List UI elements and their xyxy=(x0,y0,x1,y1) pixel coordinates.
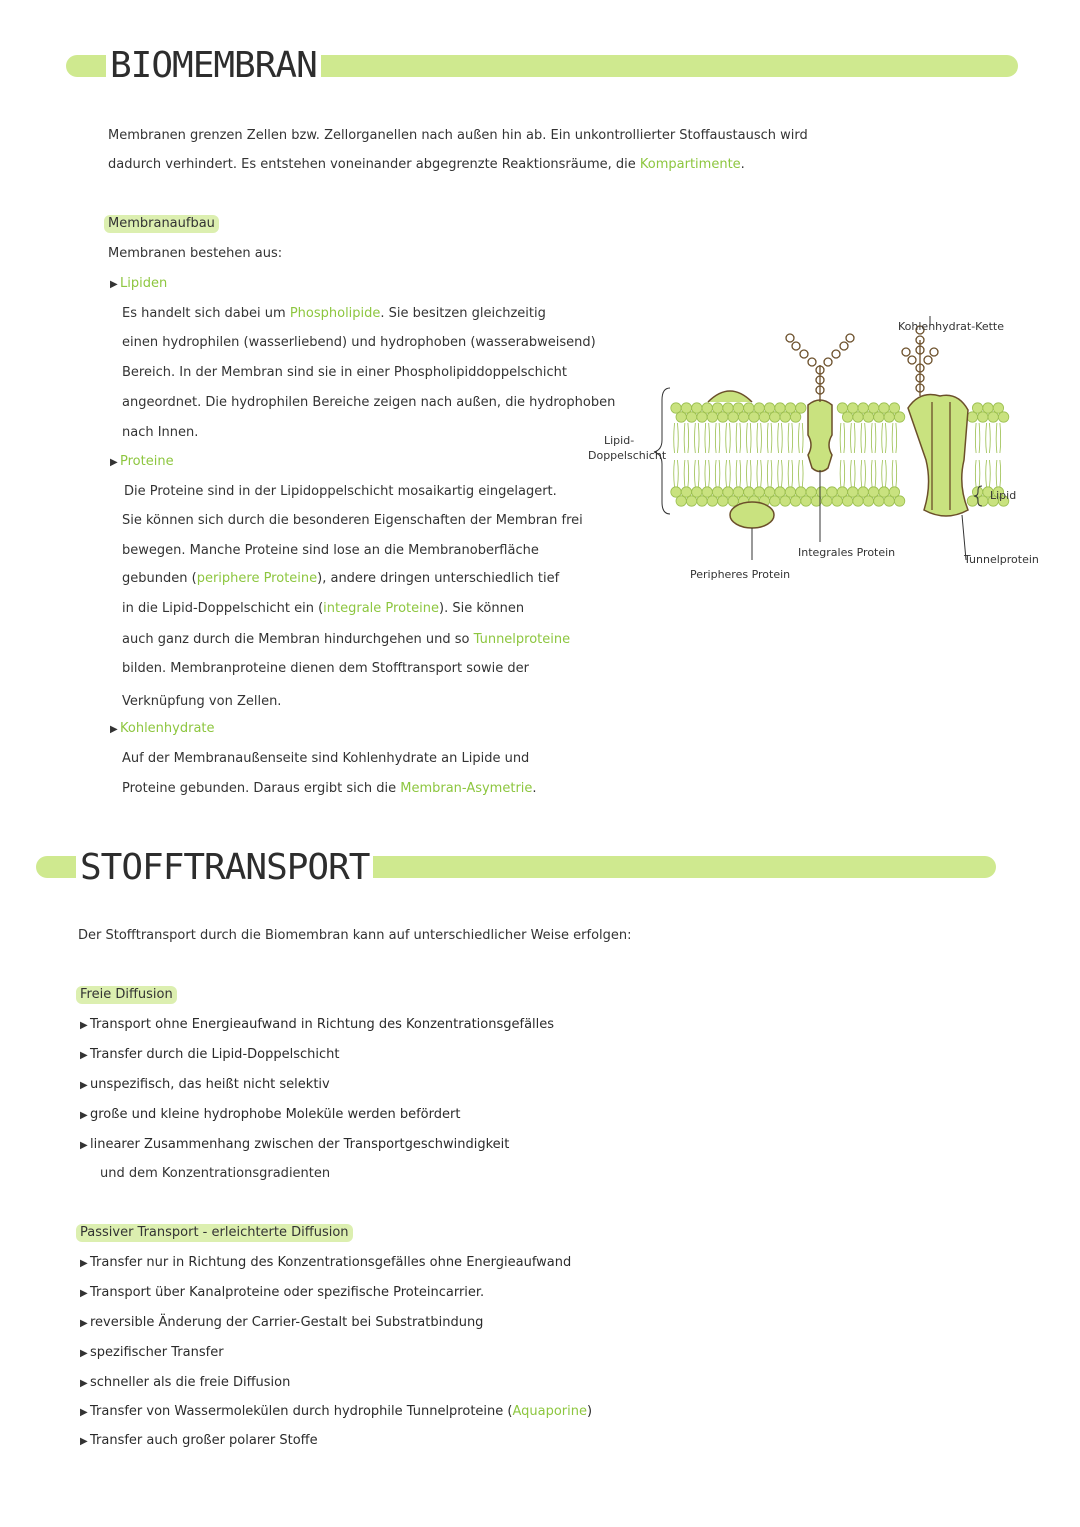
lipiden-line-1 xyxy=(122,305,546,323)
term-tunnelproteine: Tunnelproteine xyxy=(473,632,571,647)
phospholipid-tail xyxy=(715,423,720,487)
proteine-line-1: Die Proteine sind in der Lipidoppelschicht mosaikartig eingelagert. xyxy=(124,484,557,499)
phospholipid-tail xyxy=(684,423,689,487)
label-lipid-doppelschicht-2: Doppelschicht xyxy=(588,449,667,462)
passiv-item-text: Transfer nur in Richtung des Konzentrationsgefälles ohne Energieaufwand xyxy=(90,1255,572,1270)
term-aquaporine: Aquaporine xyxy=(512,1404,587,1419)
label-lipiden: Lipiden xyxy=(120,276,168,291)
phospholipid-tail xyxy=(882,423,887,487)
kohlenhydrate-line-2 xyxy=(122,780,537,798)
intro-end: . xyxy=(740,157,745,172)
phospholipid-tail xyxy=(975,423,980,487)
label-kohlenhydrat-kette: Kohlenhydrat-Kette xyxy=(898,320,1004,333)
integral-protein xyxy=(808,400,832,472)
triangle-bullet-icon: ▶ xyxy=(80,1020,88,1031)
freie-item-text: linearer Zusammenhang zwischen der Transportgeschwindigkeit xyxy=(90,1137,510,1152)
proteine-line-2: Sie können sich durch die besonderen Eigenschaften der Membran frei xyxy=(122,513,583,528)
proteine-text-5: auch ganz durch die Membran hindurchgehen und so xyxy=(122,632,474,647)
phospholipid-tail xyxy=(788,423,793,487)
triangle-bullet-icon: ▶ xyxy=(80,1348,88,1359)
phospholipid-tail xyxy=(986,423,991,487)
freie-item-cont: und dem Konzentrationsgradienten xyxy=(100,1166,331,1181)
section-tag-freie-diffusion: Freie Diffusion xyxy=(76,986,177,1004)
freie-item-3 xyxy=(80,1076,330,1095)
peripheral-protein-top xyxy=(708,391,752,402)
triangle-bullet-icon: ▶ xyxy=(80,1288,88,1299)
bullet-lipiden xyxy=(110,275,167,294)
intro-line-2 xyxy=(108,156,745,174)
passiv-item-2 xyxy=(80,1284,484,1303)
lipiden-text: Es handelt sich dabei um xyxy=(122,306,290,321)
freie-item-1 xyxy=(80,1016,554,1035)
proteine-text-4: ). Sie können xyxy=(439,601,525,616)
passiv-item-6 xyxy=(80,1403,592,1422)
phospholipid-tail xyxy=(861,423,866,487)
proteine-line-3: bewegen. Manche Proteine sind lose an die Membranoberfläche xyxy=(122,543,539,558)
phospholipid-head xyxy=(894,496,904,506)
membranaufbau-lead: Membranen bestehen aus: xyxy=(108,246,283,261)
passiv-item-7 xyxy=(80,1432,318,1451)
label-proteine: Proteine xyxy=(120,454,174,469)
carbohydrate-chain-1 xyxy=(786,334,854,402)
proteine-line-7: bilden. Membranproteine dienen dem Stofftransport sowie der xyxy=(122,661,529,676)
passiv-item-6-text: Transfer von Wassermolekülen durch hydrophile Tunnelproteine ( xyxy=(90,1404,513,1419)
carbohydrate-chain-2 xyxy=(902,326,938,396)
phospholipid-tail xyxy=(799,423,804,487)
proteine-line-5 xyxy=(122,600,524,618)
phospholipid-tail xyxy=(705,423,710,487)
passiv-item-1 xyxy=(80,1254,571,1273)
passiv-item-3 xyxy=(80,1314,483,1333)
triangle-bullet-icon: ▶ xyxy=(110,279,118,290)
term-integrale-proteine: integrale Proteine xyxy=(323,601,439,616)
phospholipid-tail xyxy=(757,423,762,487)
tunnel-protein xyxy=(908,395,968,517)
passiv-item-4 xyxy=(80,1344,224,1363)
phospholipid-tail xyxy=(778,423,783,487)
kohlenhydrate-text: Proteine gebunden. Daraus ergibt sich die xyxy=(122,781,401,796)
passiv-item-text: Transport über Kanalproteine oder spezifische Proteincarrier. xyxy=(90,1285,485,1300)
proteine-line-4 xyxy=(122,570,559,588)
freie-item-text: unspezifisch, das heißt nicht selektiv xyxy=(90,1077,330,1092)
triangle-bullet-icon: ▶ xyxy=(80,1050,88,1061)
passiv-item-text: schneller als die freie Diffusion xyxy=(90,1375,291,1390)
triangle-bullet-icon: ▶ xyxy=(80,1140,88,1151)
freie-item-4 xyxy=(80,1106,460,1125)
proteine-text-3: in die Lipid-Doppelschicht ein ( xyxy=(122,601,324,616)
bullet-proteine xyxy=(110,453,174,472)
triangle-bullet-icon: ▶ xyxy=(110,457,118,468)
passiv-item-7-text: Transfer auch großer polarer Stoffe xyxy=(90,1433,318,1448)
freie-item-text: große und kleine hydrophobe Moleküle werden befördert xyxy=(90,1107,461,1122)
phospholipid-tail xyxy=(695,423,700,487)
proteine-line-6 xyxy=(122,631,570,649)
passiv-item-5 xyxy=(80,1374,290,1393)
peripheral-protein-bottom xyxy=(730,502,774,528)
phospholipid-tail xyxy=(726,423,731,487)
lipiden-line-2: einen hydrophilen (wasserliebend) und hydrophoben (wasserabweisend) xyxy=(122,335,596,350)
label-tunnelprotein: Tunnelprotein xyxy=(964,553,1039,566)
label-lipid: Lipid xyxy=(990,489,1017,502)
triangle-bullet-icon: ▶ xyxy=(110,724,118,735)
freie-item-text: Transport ohne Energieaufwand in Richtung des Konzentrationsgefälles xyxy=(90,1017,555,1032)
freie-item-2 xyxy=(80,1046,339,1065)
proteine-line-8: Verknüpfung von Zellen. xyxy=(122,694,282,709)
bullet-kohlenhydrate xyxy=(110,720,215,739)
phospholipid-tail xyxy=(736,423,741,487)
term-phospholipide: Phospholipide xyxy=(289,306,381,321)
label-lipid-doppelschicht-1: Lipid- xyxy=(604,434,635,447)
lipiden-text-2: . Sie besitzen gleichzeitig xyxy=(380,306,546,321)
phospholipid-tail xyxy=(996,423,1001,487)
lipiden-line-3: Bereich. In der Membran sind sie in einer Phospholipiddoppelschicht xyxy=(122,365,567,380)
triangle-bullet-icon: ▶ xyxy=(80,1318,88,1329)
phospholipid-tail xyxy=(851,423,856,487)
passiv-item-text: spezifischer Transfer xyxy=(90,1345,224,1360)
term-membran-asymetrie: Membran-Asymetrie xyxy=(400,781,533,796)
triangle-bullet-icon: ▶ xyxy=(80,1110,88,1121)
proteine-text: gebunden ( xyxy=(122,571,197,586)
passiv-item-text: reversible Änderung der Carrier-Gestalt bei Substratbindung xyxy=(90,1315,484,1330)
triangle-bullet-icon: ▶ xyxy=(80,1407,88,1418)
phospholipid-tail xyxy=(767,423,772,487)
stofftransport-intro: Der Stofftransport durch die Biomembran kann auf unterschiedlicher Weise erfolgen: xyxy=(78,928,632,943)
lipiden-line-5: nach Innen. xyxy=(122,425,199,440)
section-tag-membranaufbau: Membranaufbau xyxy=(104,215,219,233)
label-kohlenhydrate: Kohlenhydrate xyxy=(120,721,215,736)
phospholipid-head xyxy=(796,403,806,413)
section-tag-passiver-transport: Passiver Transport - erleichterte Diffusion xyxy=(76,1224,353,1242)
term-periphere-proteine: periphere Proteine xyxy=(196,571,318,586)
kohlenhydrate-line-1: Auf der Membranaußenseite sind Kohlenhydrate an Lipide und xyxy=(122,751,530,766)
intro-text: dadurch verhindert. Es entstehen voneinander abgegrenzte Reaktionsräume, die xyxy=(108,157,640,172)
intro-line-1: Membranen grenzen Zellen bzw. Zellorganellen nach außen hin ab. Ein unkontrollierter Stoffaustausch wird xyxy=(108,128,808,143)
freie-item-text: Transfer durch die Lipid-Doppelschicht xyxy=(90,1047,340,1062)
passiv-item-6-end: ) xyxy=(587,1404,593,1419)
phospholipid-tail xyxy=(871,423,876,487)
phospholipid-tail xyxy=(674,423,679,487)
phospholipid-head xyxy=(998,412,1008,422)
term-kompartimente: Kompartimente xyxy=(639,157,741,172)
triangle-bullet-icon: ▶ xyxy=(80,1436,88,1447)
phospholipid-head xyxy=(894,412,904,422)
freie-item-5 xyxy=(80,1136,509,1155)
page-title-biomembran: BIOMEMBRAN xyxy=(106,46,321,86)
triangle-bullet-icon: ▶ xyxy=(80,1258,88,1269)
phospholipid-tail xyxy=(747,423,752,487)
triangle-bullet-icon: ▶ xyxy=(80,1080,88,1091)
page-title-stofftransport: STOFFTRANSPORT xyxy=(76,848,373,888)
proteine-text-2: ), andere dringen unterschiedlich tief xyxy=(317,571,560,586)
phospholipid-tail xyxy=(840,423,845,487)
kohlenhydrate-end: . xyxy=(532,781,537,796)
triangle-bullet-icon: ▶ xyxy=(80,1378,88,1389)
lipiden-line-4: angeordnet. Die hydrophilen Bereiche zeigen nach außen, die hydrophoben xyxy=(122,395,616,410)
phospholipid-tail xyxy=(892,423,897,487)
label-integrales-protein: Integrales Protein xyxy=(798,546,896,559)
label-peripheres-protein: Peripheres Protein xyxy=(690,568,791,581)
